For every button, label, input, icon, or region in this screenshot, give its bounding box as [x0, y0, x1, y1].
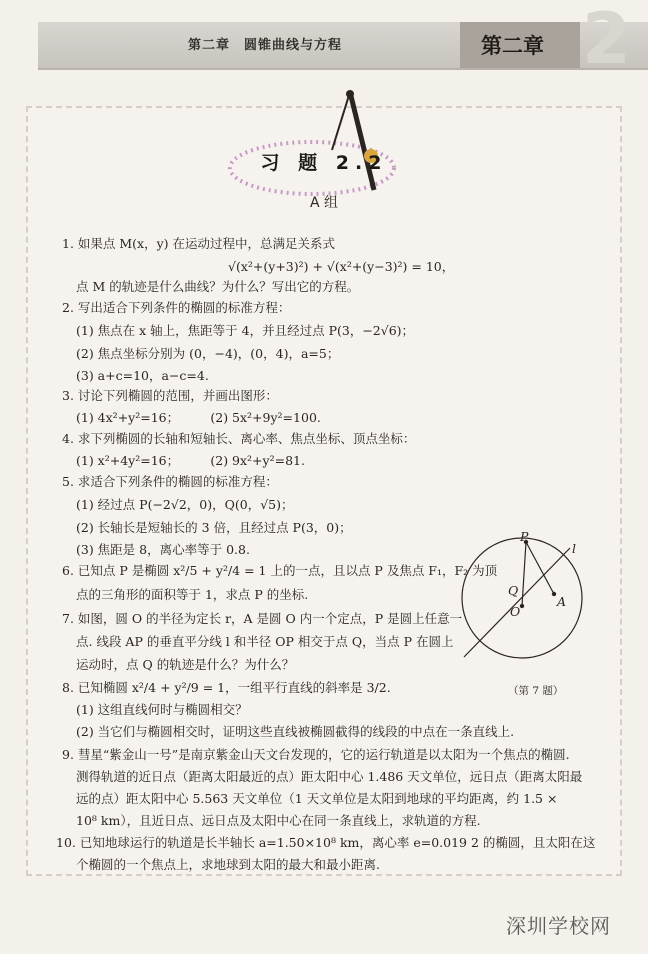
problem-line: 6. 已知点 P 是椭圆 x²/5 + y²/4 = 1 上的一点，且以点 P 及焦点 F₁，F₂ 为顶 — [62, 563, 498, 578]
figure-label-q: Q — [508, 583, 519, 598]
problem-line: (1) 4x²+y²=16； (2) 5x²+9y²=100. — [76, 410, 321, 425]
problem-line: (3) a+c=10，a−c=4. — [76, 368, 209, 383]
problem-line: 5. 求适合下列条件的椭圆的标准方程： — [62, 474, 278, 489]
problem-line: (1) 经过点 P(−2√2，0)，Q(0，√5)； — [76, 497, 294, 512]
page-header-title: 第二章 圆锥曲线与方程 — [188, 38, 343, 53]
problem-line: (2) 焦点坐标分别为 (0，−4)，(0，4)，a=5； — [76, 346, 340, 361]
chapter-digit: 2 — [582, 0, 631, 80]
figure-label-l: l — [572, 541, 576, 556]
problem-line: 10. 已知地球运行的轨道是长半轴长 a=1.50×10⁸ km，离心率 e=0.019 2 的椭圆，且太阳在这 — [56, 835, 596, 850]
segment-op — [522, 542, 526, 606]
figure-label-o: O — [510, 604, 521, 619]
problem-line: (1) 焦点在 x 轴上，焦距等于 4，并且经过点 P(3，−2√6)； — [76, 323, 415, 338]
problem-line: 点. 线段 AP 的垂直平分线 l 和半径 OP 相交于点 Q，当点 P 在圆上 — [76, 634, 454, 649]
problem-line: 4. 求下列椭圆的长轴和短轴长、离心率、焦点坐标、顶点坐标： — [62, 431, 416, 446]
problem-line: 2. 写出适合下列条件的椭圆的标准方程： — [62, 300, 291, 315]
problem-line: 点 M 的轨迹是什么曲线？为什么？写出它的方程。 — [76, 279, 360, 294]
compass-icon — [332, 90, 378, 190]
problem-line: (3) 焦距是 8，离心率等于 0.8. — [76, 542, 250, 557]
problem-line: 9. 彗星“紫金山一号”是南京紫金山天文台发现的，它的运行轨道是以太阳为一个焦点的椭圆. — [62, 747, 570, 762]
chapter-tab-label: 第二章 — [481, 34, 544, 58]
problem-line: 个椭圆的一个焦点上，求地球到太阳的最大和最小距离. — [76, 857, 380, 872]
problem-line: 7. 如图，圆 O 的半径为定长 r，A 是圆 O 内一个定点，P 是圆上任意一 — [62, 611, 463, 626]
equation-line: √(x²+(y+3)²) + √(x²+(y−3)²) = 10， — [228, 259, 455, 274]
problem-line: 3. 讨论下列椭圆的范围，并画出图形： — [62, 388, 278, 403]
figure-label-a: A — [557, 594, 567, 609]
problem-line: 1. 如果点 M(x，y) 在运动过程中，总满足关系式 — [62, 236, 336, 251]
exercise-title: 习 题 2.2 — [260, 152, 388, 174]
watermark: 深圳学校网 — [506, 914, 611, 938]
problem-line: 8. 已知椭圆 x²/4 + y²/9 = 1，一组平行直线的斜率是 3/2. — [62, 680, 391, 695]
problem-line: 远的点）距太阳中心 5.563 天文单位（1 天文单位是太阳到地球的平均距离，约 1.5 × — [76, 791, 558, 806]
problem-line: (1) x²+4y²=16； (2) 9x²+y²=81. — [76, 453, 305, 468]
problem-line: 10⁸ km），且近日点、远日点及太阳中心在同一条直线上，求轨道的方程. — [76, 813, 481, 828]
group-title: A 组 — [309, 195, 339, 211]
problem-line: 测得轨道的近日点（距离太阳最近的点）距太阳中心 1.486 天文单位，远日点（距离太阳最 — [76, 769, 583, 784]
problem-line: (2) 长轴长是短轴长的 3 倍，且经过点 P(3，0)； — [76, 520, 352, 535]
problem-line: (2) 当它们与椭圆相交时，证明这些直线被椭圆截得的线段的中点在一条直线上. — [76, 724, 515, 739]
problem-line: 运动时，点 Q 的轨迹是什么？为什么？ — [76, 657, 295, 672]
figure-label-p: P — [520, 529, 529, 544]
figure-caption: （第 7 题） — [508, 685, 564, 697]
problem-line: 点的三角形的面积等于 1，求点 P 的坐标. — [76, 587, 309, 602]
problem-line: (1) 这组直线何时与椭圆相交？ — [76, 702, 248, 717]
